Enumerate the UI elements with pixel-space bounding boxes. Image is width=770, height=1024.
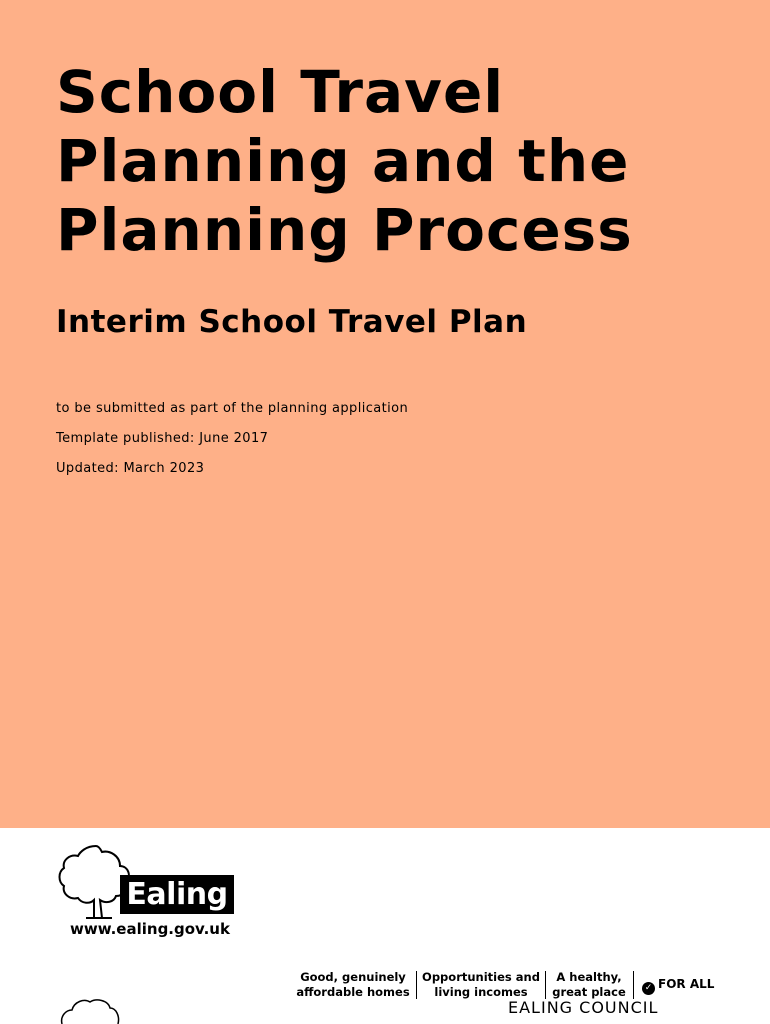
divider [416,971,417,999]
priority-incomes-line-2: living incomes [434,985,528,999]
divider [633,971,634,999]
for-all-badge [642,977,715,995]
website-link[interactable]: www.ealing.gov.uk [70,920,230,938]
footer [0,828,770,1024]
priority-incomes [420,970,542,1000]
document-subtitle: Interim School Travel Plan [56,304,528,340]
submission-note: to be submitted as part of the planning application [56,401,409,416]
council-name: EALING COUNCIL [508,998,659,1017]
title-line-3: Planning Process [56,196,633,264]
template-published: Template published: June 2017 [56,431,269,446]
title-line-1: School Travel [56,58,505,126]
tree-icon [58,994,122,1024]
for-all-label: FOR ALL [658,977,715,991]
priority-homes-line-1: Good, genuinely [300,970,406,984]
ealing-logo: Ealing [120,875,234,914]
check-circle-icon: ✓ [642,982,655,995]
priority-incomes-line-1: Opportunities and [422,970,540,984]
title-line-2: Planning and the [56,127,630,195]
divider [545,971,546,999]
priority-place-line-1: A healthy, [556,970,622,984]
document-title [56,58,736,265]
updated-date: Updated: March 2023 [56,461,205,476]
priority-place-line-2: great place [552,985,626,999]
priority-place [550,970,628,1000]
priority-homes-line-2: affordable homes [296,985,410,999]
priority-homes [296,970,410,1000]
